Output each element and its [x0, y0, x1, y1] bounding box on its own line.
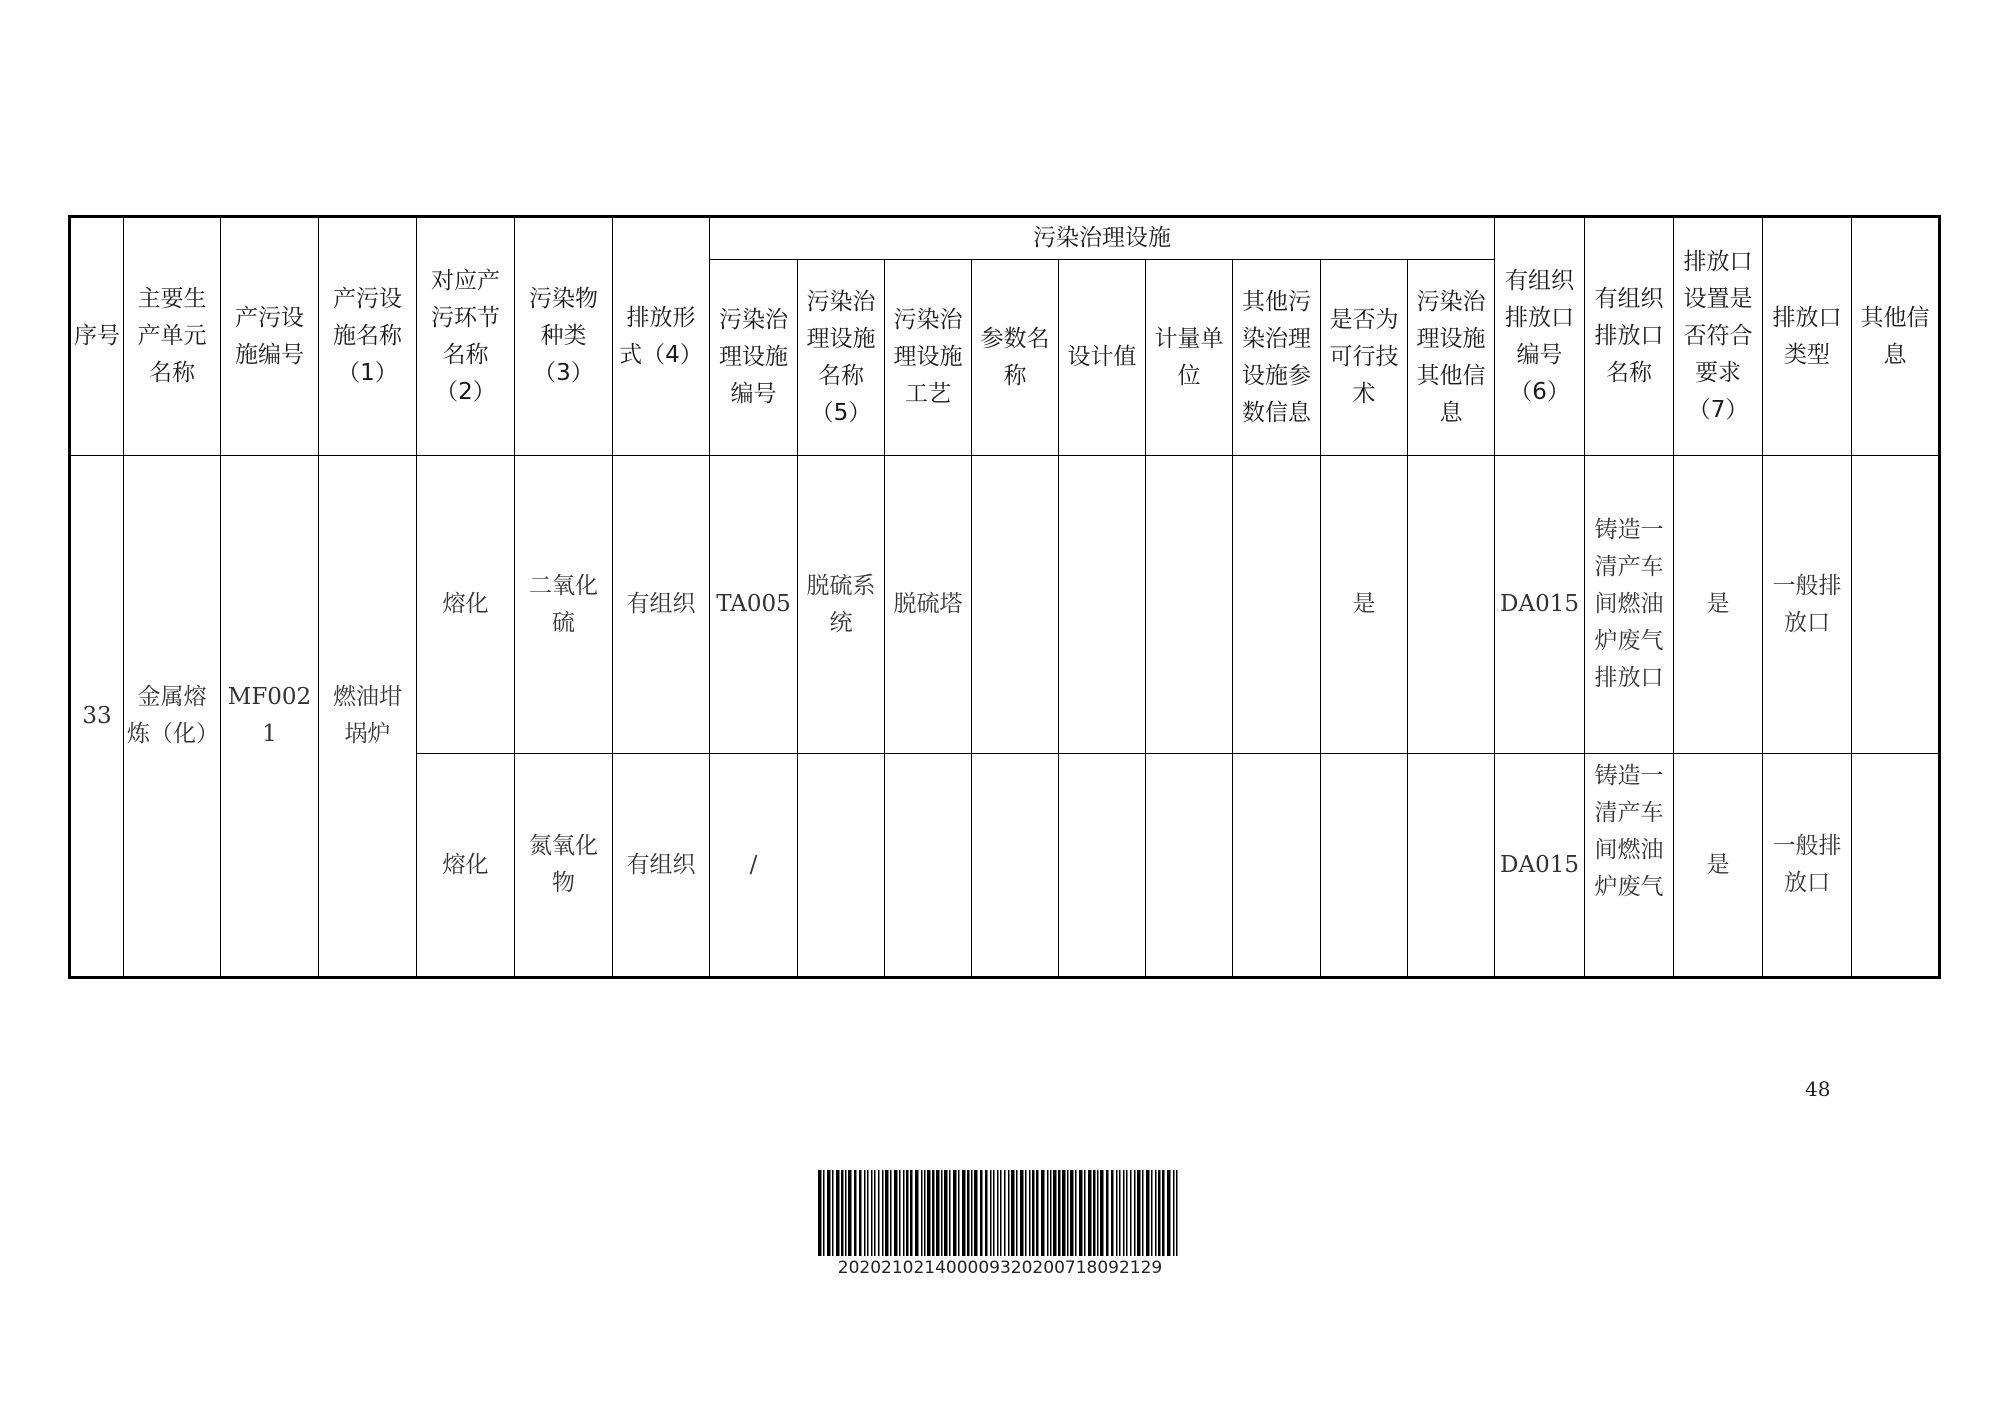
- cell-treatment-name: 脱硫系统: [798, 456, 885, 754]
- cell-outlet-name: 铸造一清产车间燃油炉废气排放口: [1585, 456, 1674, 754]
- header-outlet-id: 有组织排放口编号（6）: [1495, 217, 1585, 456]
- cell-facility-id: MF0021: [221, 456, 319, 978]
- cell-feasible: 是: [1321, 456, 1408, 754]
- cell-other-info: [1852, 456, 1940, 754]
- header-outlet-name: 有组织排放口名称: [1585, 217, 1674, 456]
- cell-treatment-id: /: [710, 754, 798, 978]
- header-unit-measure: 计量单位: [1146, 260, 1233, 456]
- cell-outlet-type: 一般排放口: [1763, 754, 1852, 978]
- cell-other-params: [1233, 456, 1321, 754]
- header-feasible: 是否为可行技术: [1321, 260, 1408, 456]
- barcode-image: [818, 1170, 1182, 1256]
- emissions-table: [68, 215, 1941, 979]
- cell-facility-name: 燃油坩埚炉: [319, 456, 417, 978]
- header-seq: 序号: [70, 217, 124, 456]
- cell-unit: 金属熔炼（化）: [124, 456, 221, 978]
- cell-pollutant: 氮氧化物: [515, 754, 613, 978]
- header-treatment-id: 污染治理设施编号: [710, 260, 798, 456]
- cell-design-value: [1059, 754, 1146, 978]
- cell-outlet-type: 一般排放口: [1763, 456, 1852, 754]
- cell-unit-measure: [1146, 754, 1233, 978]
- header-pollutant: 污染物种类（3）: [515, 217, 613, 456]
- header-stage: 对应产污环节名称（2）: [417, 217, 515, 456]
- header-design-value: 设计值: [1059, 260, 1146, 456]
- header-outlet-compliant: 排放口设置是否符合要求（7）: [1674, 217, 1763, 456]
- header-emission-form: 排放形式（4）: [613, 217, 710, 456]
- cell-outlet-compliant: 是: [1674, 754, 1763, 978]
- cell-seq: 33: [70, 456, 124, 978]
- cell-stage: 熔化: [417, 456, 515, 754]
- cell-treatment-name: [798, 754, 885, 978]
- header-treatment-group: 污染治理设施: [710, 217, 1495, 260]
- cell-treatment-other: [1408, 456, 1495, 754]
- cell-outlet-name: 铸造一清产车间燃油炉废气: [1585, 754, 1674, 978]
- cell-param-name: [972, 456, 1059, 754]
- cell-unit-measure: [1146, 456, 1233, 754]
- header-facility-id: 产污设施编号: [221, 217, 319, 456]
- cell-emission-form: 有组织: [613, 754, 710, 978]
- cell-pollutant: 二氧化硫: [515, 456, 613, 754]
- cell-treatment-process: [885, 754, 972, 978]
- cell-stage: 熔化: [417, 754, 515, 978]
- cell-emission-form: 有组织: [613, 456, 710, 754]
- cell-other-params: [1233, 754, 1321, 978]
- barcode-number: 20202102140000932020071809212​9: [837, 1258, 1163, 1278]
- cell-other-info: [1852, 754, 1940, 978]
- cell-param-name: [972, 754, 1059, 978]
- header-other-info: 其他信息: [1852, 217, 1940, 456]
- header-treatment-process: 污染治理设施工艺: [885, 260, 972, 456]
- header-other-params: 其他污染治理设施参数信息: [1233, 260, 1321, 456]
- cell-treatment-id: TA005: [710, 456, 798, 754]
- header-treatment-other: 污染治理设施其他信息: [1408, 260, 1495, 456]
- cell-treatment-other: [1408, 754, 1495, 978]
- cell-feasible: [1321, 754, 1408, 978]
- table-row: [70, 456, 1940, 754]
- header-outlet-type: 排放口类型: [1763, 217, 1852, 456]
- header-treatment-name: 污染治理设施名称（5）: [798, 260, 885, 456]
- cell-outlet-id: DA015: [1495, 754, 1585, 978]
- header-param-name: 参数名称: [972, 260, 1059, 456]
- header-facility-name: 产污设施名称（1）: [319, 217, 417, 456]
- header-unit: 主要生产单元名称: [124, 217, 221, 456]
- cell-outlet-id: DA015: [1495, 456, 1585, 754]
- cell-outlet-compliant: 是: [1674, 456, 1763, 754]
- cell-treatment-process: 脱硫塔: [885, 456, 972, 754]
- cell-design-value: [1059, 456, 1146, 754]
- page-number: 48: [1805, 1077, 1831, 1101]
